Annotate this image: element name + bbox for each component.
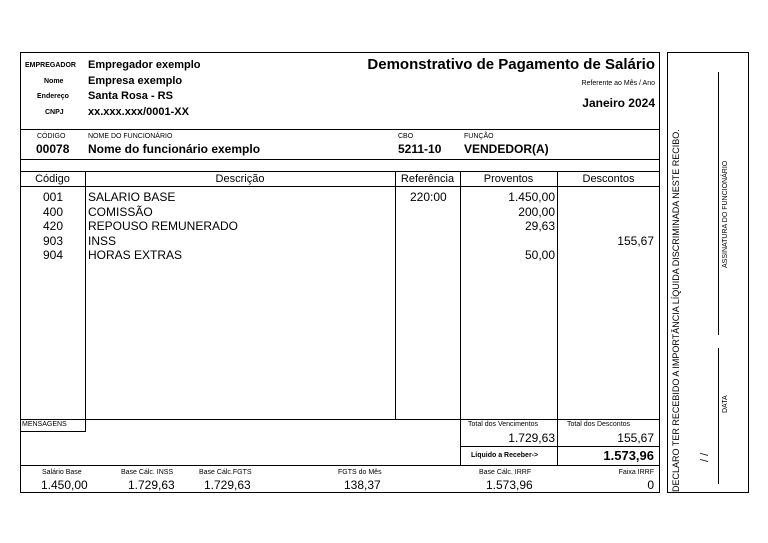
label-name: Nome (44, 78, 64, 85)
row-description: SALARIO BASE (88, 190, 176, 204)
base-salary-label: Salário Base (42, 469, 82, 476)
header-description: Descrição (215, 173, 265, 185)
total-deductions-value: 155,67 (617, 431, 654, 445)
row-deductions: 155,67 (617, 233, 654, 248)
signature-line (718, 72, 719, 335)
row-description: COMISSÃO (88, 204, 153, 219)
company-name: Empresa exemplo (88, 75, 183, 87)
total-deductions-label: Total dos Descontos (567, 421, 631, 428)
fgts-base-value: 1.729,63 (204, 478, 251, 492)
row-earnings: 29,63 (524, 219, 555, 233)
header-deductions: Descontos (582, 173, 635, 185)
total-earnings-label: Total dos Vencimentos (468, 421, 539, 428)
period-value: Janeiro 2024 (582, 96, 655, 110)
row-earnings: 50,00 (524, 248, 555, 262)
fgts-month-label: FGTS do Mês (338, 469, 382, 476)
role-label: FUNÇÃO (464, 133, 494, 140)
employer-value: Empregador exemplo (88, 59, 201, 71)
cbo-value: 5211-10 (398, 142, 442, 156)
irrf-range-label: Faixa IRRF (618, 469, 654, 476)
row-earnings: 200,00 (518, 204, 555, 219)
employee-name-label: NOME DO FUNCIONÁRIO (88, 133, 173, 140)
header-code: Código (35, 173, 70, 185)
col-divider-code (85, 171, 86, 431)
receipt-declaration: DECLARO TER RECEBIDO A IMPORTÂNCIA LÍQUIDA DISCRIMINADA NESTE RECIBO. (671, 129, 681, 492)
irrf-base-label: Base Cálc. IRRF (479, 469, 532, 476)
employee-name: Nome do funcionário exemplo (88, 142, 261, 156)
signature-label: ASSINATURA DO FUNCIONÁRIO (722, 160, 729, 268)
col-divider-prov (557, 171, 558, 466)
cbo-label: CBO (398, 133, 414, 140)
fgts-base-label: Base Cálc.FGTS (199, 469, 252, 476)
date-slashes: / / (699, 452, 711, 462)
messages-divider (20, 419, 660, 420)
inss-base-label: Base Cálc. INSS (121, 469, 174, 476)
reference-label: Referente ao Mês / Ano (581, 80, 655, 87)
date-label: DATA (722, 395, 729, 413)
employee-code: 00078 (36, 142, 70, 156)
date-line (718, 348, 719, 484)
row-reference: 220:00 (410, 190, 447, 204)
label-cnpj: CNPJ (45, 109, 64, 116)
document-title: Demonstrativo de Pagamento de Salário (367, 56, 655, 73)
row-code: 903 (43, 233, 64, 248)
total-earnings-value: 1.729,63 (508, 431, 555, 445)
row-code: 400 (43, 204, 64, 219)
irrf-base-value: 1.573,96 (486, 478, 533, 492)
totals-divider (460, 446, 660, 447)
row-description: HORAS EXTRAS (88, 248, 183, 262)
fgts-month-value: 138,37 (344, 478, 381, 492)
label-employer: EMPREGADOR (25, 62, 76, 69)
table-header-divider (20, 186, 660, 187)
address-value: Santa Rosa - RS (88, 90, 173, 102)
messages-label: MENSAGENS (22, 421, 67, 428)
col-divider-ref (460, 171, 461, 466)
row-code: 420 (43, 219, 64, 233)
header-earnings: Proventos (483, 173, 534, 185)
header-reference: Referência (400, 173, 455, 185)
role-value: VENDEDOR(A) (464, 142, 549, 156)
net-pay-label: Líquido a Receber-> (471, 452, 539, 459)
employee-code-label: CÓDIGO (37, 133, 66, 140)
row-description: INSS (88, 233, 117, 248)
base-salary-value: 1.450,00 (41, 478, 88, 492)
label-address: Endereço (37, 93, 69, 100)
inss-base-value: 1.729,63 (128, 478, 175, 492)
messages-underline (20, 431, 86, 432)
row-description: REPOUSO REMUNERADO (88, 219, 239, 233)
col-divider-desc (395, 171, 396, 419)
row-earnings: 1.450,00 (508, 190, 555, 204)
net-pay-value: 1.573,96 (603, 448, 654, 463)
row-code: 904 (43, 248, 64, 262)
row-code: 001 (43, 190, 64, 204)
cnpj-value: xx.xxx.xxx/0001-XX (88, 106, 189, 118)
irrf-range-value: 0 (647, 478, 654, 492)
